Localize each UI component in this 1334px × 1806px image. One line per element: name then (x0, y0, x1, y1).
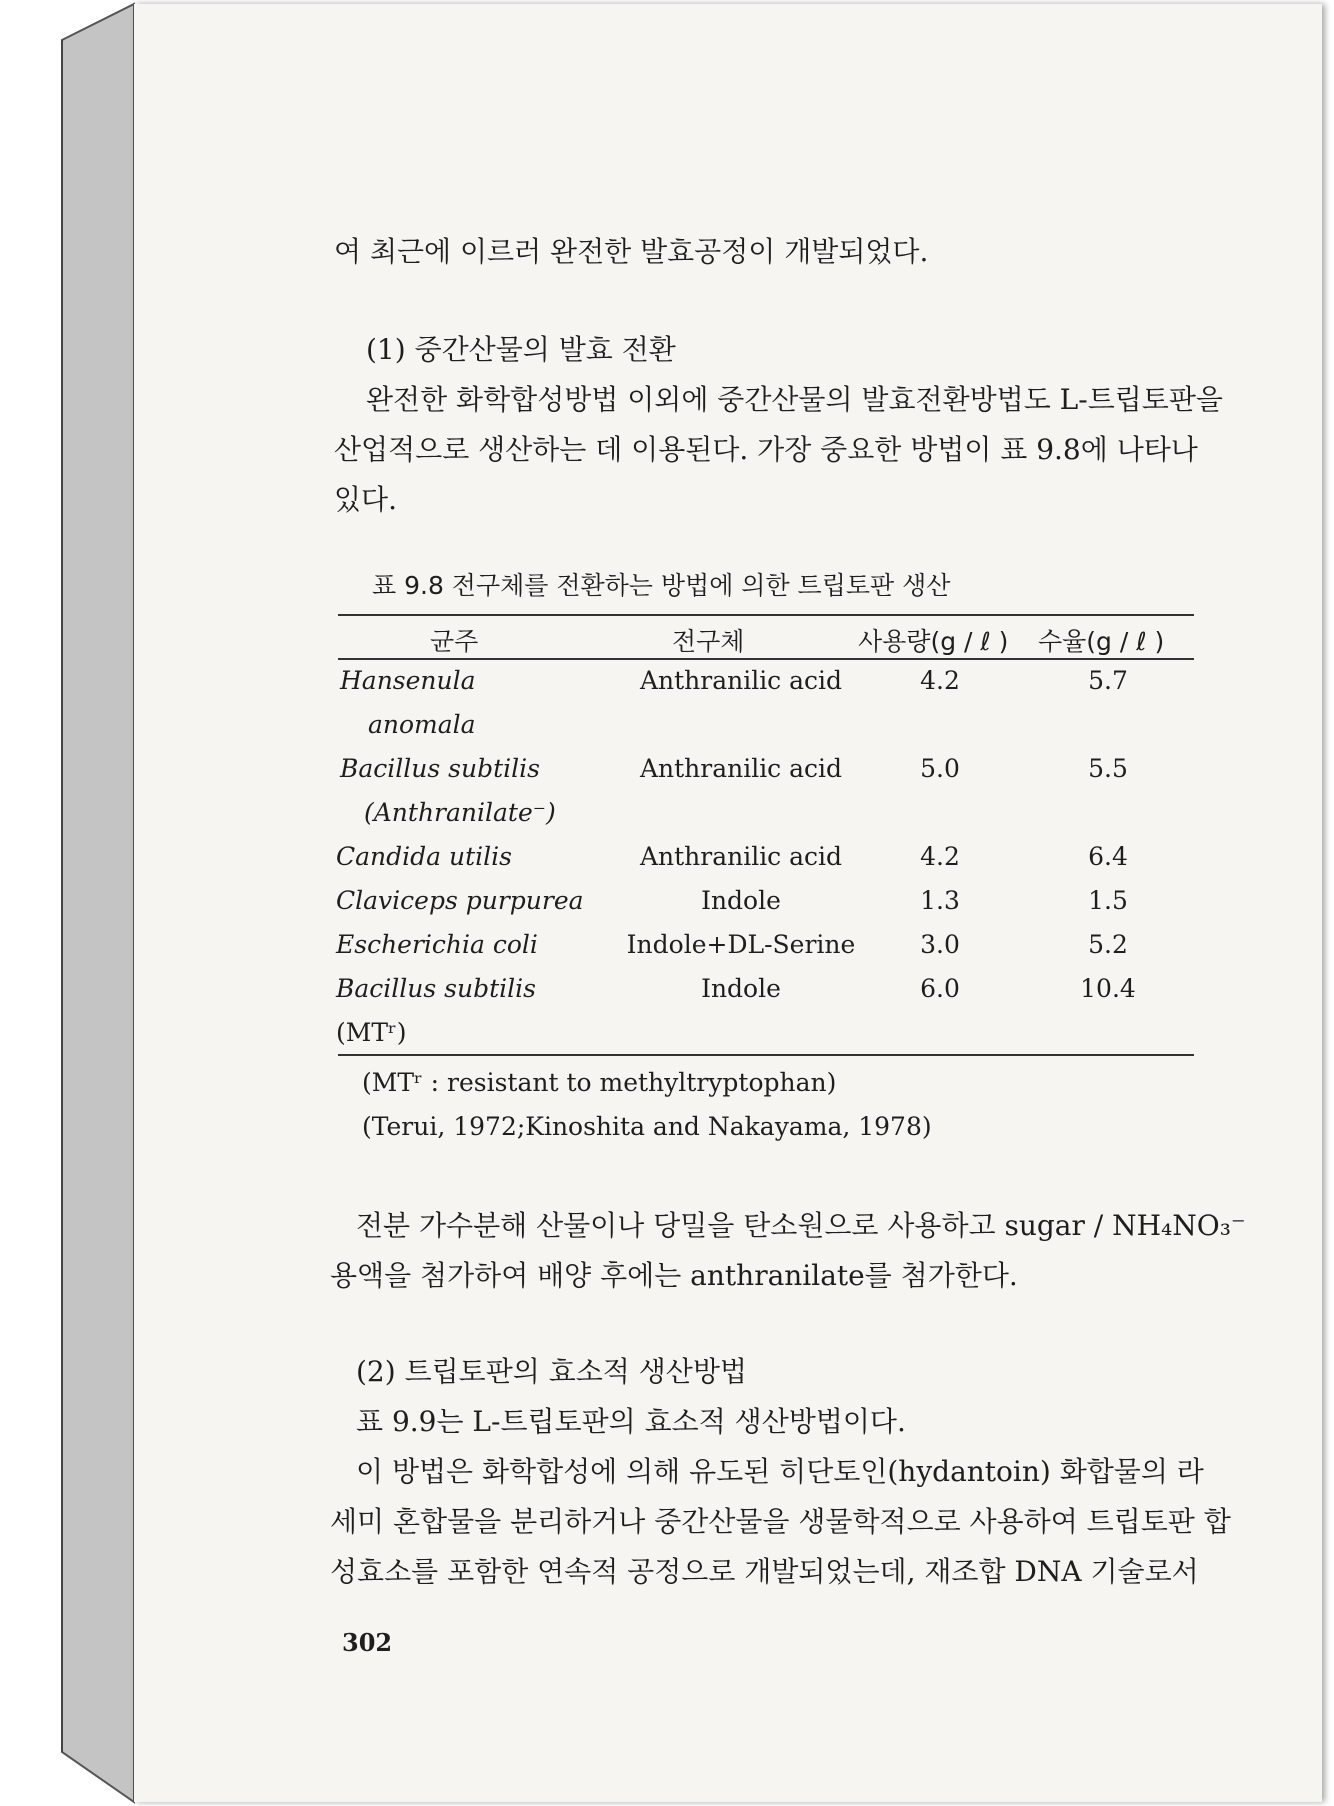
text-line: 전분 가수분해 산물이나 당밀을 탄소원으로 사용하고 sugar / NH₄NO₃⁻ (356, 1209, 1246, 1242)
table-cell-precursor: Anthranilic acid (639, 754, 843, 783)
table-cell-precursor: Indole (701, 886, 781, 915)
table-cell-usage: 4.2 (920, 842, 960, 871)
table-source: (Terui, 1972;Kinoshita and Nakayama, 1978) (362, 1112, 932, 1141)
table-cell-yield: 5.7 (1088, 666, 1128, 695)
table-note: (MTʳ : resistant to methyltryptophan) (362, 1068, 837, 1097)
table-cell-usage: 4.2 (920, 666, 960, 695)
table-header-yield: 수율(g / ℓ ) (1038, 627, 1165, 656)
table-cell-precursor: Indole (701, 974, 781, 1003)
table-cell-strain: Hansenula (340, 666, 476, 695)
text-line: 있다. (334, 483, 397, 516)
table-bottom-rule (338, 1054, 1194, 1056)
text-line: 이 방법은 화학합성에 의해 유도된 히단토인(hydantoin) 화합물의 라 (356, 1455, 1204, 1488)
section-heading: (2) 트립토판의 효소적 생산방법 (356, 1355, 747, 1388)
table-cell-usage: 1.3 (920, 886, 960, 915)
text-line: 표 9.9는 L-트립토판의 효소적 생산방법이다. (356, 1405, 906, 1438)
table-cell-precursor: Anthranilic acid (639, 666, 843, 695)
text-line: 여 최근에 이르러 완전한 발효공정이 개발되었다. (334, 235, 929, 268)
table-cell-strain: Bacillus subtilis (336, 974, 536, 1003)
text-line: 성효소를 포함한 연속적 공정으로 개발되었는데, 재조합 DNA 기술로서 (330, 1555, 1199, 1588)
table-cell-usage: 5.0 (920, 754, 960, 783)
table-cell-yield: 5.2 (1088, 930, 1128, 959)
text-line: 산업적으로 생산하는 데 이용된다. 가장 중요한 방법이 표 9.8에 나타나 (334, 433, 1198, 466)
table-cell-yield: 6.4 (1088, 842, 1128, 871)
table-cell-precursor: Anthranilic acid (639, 842, 843, 871)
page-number: 302 (342, 1628, 393, 1657)
table-cell-strain: (Anthranilate⁻) (364, 798, 556, 827)
text-line: 완전한 화학합성방법 이외에 중간산물의 발효전환방법도 L-트립토판을 (366, 383, 1223, 416)
table-cell-yield: 10.4 (1080, 974, 1136, 1003)
table-header-rule (338, 658, 1194, 660)
table-cell-strain: Escherichia coli (336, 930, 538, 959)
table-top-rule (338, 614, 1194, 616)
table-cell-precursor: Indole+DL-Serine (626, 930, 856, 959)
table-cell-strain: Bacillus subtilis (340, 754, 540, 783)
table-header-strain: 균주 (430, 627, 479, 656)
text-line: 용액을 첨가하여 배양 후에는 anthranilate를 첨가한다. (330, 1259, 1018, 1292)
table-header-usage: 사용량(g / ℓ ) (858, 627, 1009, 656)
table-cell-yield: 1.5 (1088, 886, 1128, 915)
table-cell-strain: Claviceps purpurea (336, 886, 584, 915)
table-cell-usage: 6.0 (920, 974, 960, 1003)
document-page (134, 4, 1322, 1802)
table-cell-strain: (MTʳ) (336, 1018, 407, 1047)
table-cell-usage: 3.0 (920, 930, 960, 959)
text-line: 세미 혼합물을 분리하거나 중간산물을 생물학적으로 사용하여 트립토판 합 (330, 1505, 1231, 1538)
section-heading: (1) 중간산물의 발효 전환 (366, 333, 676, 366)
table-title: 표 9.8 전구체를 전환하는 방법에 의한 트립토판 생산 (372, 571, 951, 600)
table-cell-strain: anomala (368, 710, 476, 739)
table-cell-strain: Candida utilis (336, 842, 512, 871)
table-header-precursor: 전구체 (672, 627, 745, 656)
table-cell-yield: 5.5 (1088, 754, 1128, 783)
